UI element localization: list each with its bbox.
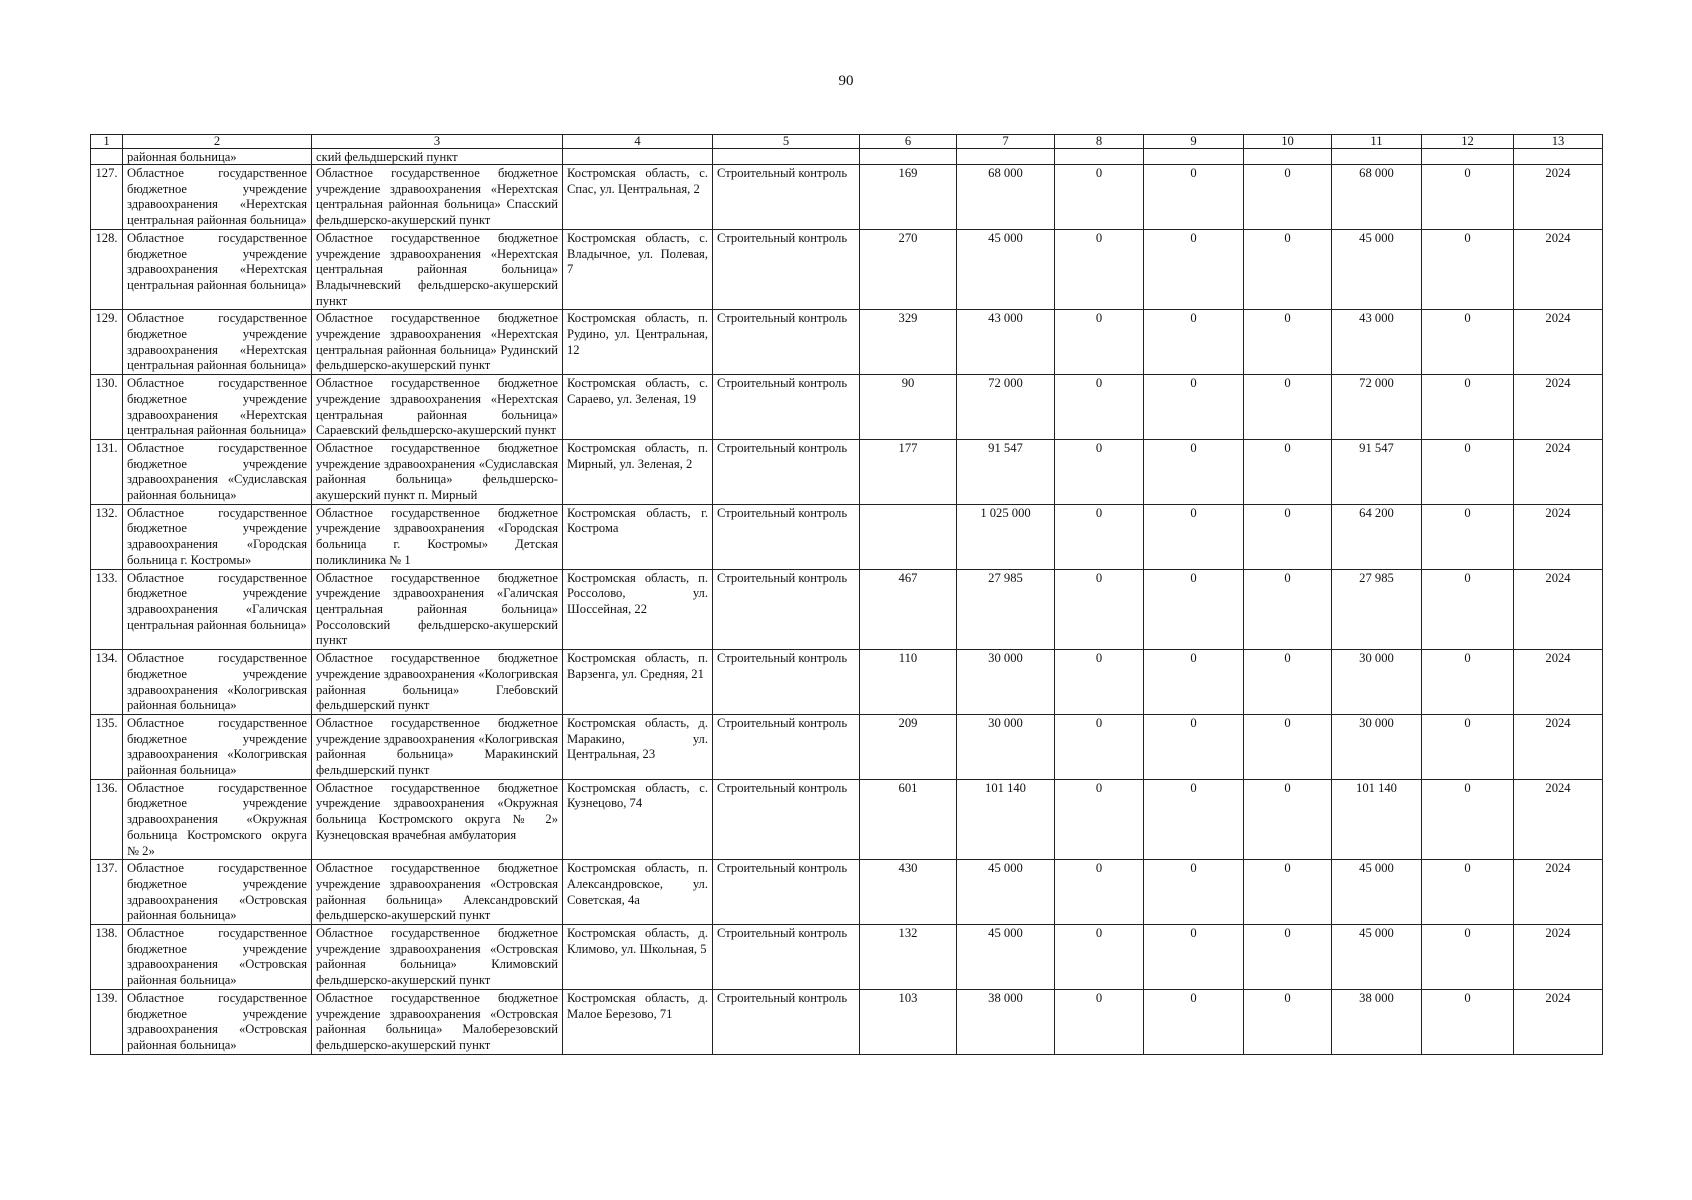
table-row <box>91 650 1603 715</box>
col-12-value: 0 <box>1422 989 1514 1054</box>
year-value: 2024 <box>1514 989 1603 1054</box>
table-cell: ский фельдшерский пункт <box>312 149 563 165</box>
table-row <box>91 569 1603 650</box>
col-9-value: 0 <box>1144 989 1244 1054</box>
col-8-value: 0 <box>1055 229 1144 310</box>
col-7-value: 30 000 <box>957 650 1055 715</box>
col-11-value: 101 140 <box>1332 779 1422 860</box>
year-value: 2024 <box>1514 310 1603 375</box>
col-9-value: 0 <box>1144 925 1244 990</box>
col-12-value: 0 <box>1422 925 1514 990</box>
col-6-value: 467 <box>860 569 957 650</box>
col-10-value: 0 <box>1244 165 1332 230</box>
col-6-value: 90 <box>860 375 957 440</box>
row-number: 129. <box>91 310 123 375</box>
facility-name: Областное государственное бюджетное учреждение здравоохранения «Нерехтская центральная районная больница» Сараевский фельдшерско-акушерский пункт <box>312 375 563 440</box>
col-9-value: 0 <box>1144 860 1244 925</box>
year-value: 2024 <box>1514 165 1603 230</box>
organization-name: Областное государственное бюджетное учреждение здравоохранения «Городская больница г. Костромы» <box>123 504 312 569</box>
col-11-value: 64 200 <box>1332 504 1422 569</box>
col-8-value: 0 <box>1055 165 1144 230</box>
col-8-value: 0 <box>1055 504 1144 569</box>
column-header: 9 <box>1144 135 1244 149</box>
column-number-row <box>91 135 1603 149</box>
column-header: 5 <box>713 135 860 149</box>
col-7-value: 27 985 <box>957 569 1055 650</box>
table-cell <box>1422 149 1514 165</box>
row-number: 132. <box>91 504 123 569</box>
col-8-value: 0 <box>1055 714 1144 779</box>
col-10-value: 0 <box>1244 229 1332 310</box>
facility-name: Областное государственное бюджетное учреждение здравоохранения «Окружная больница Костромского округа № 2» Кузнецовская врачебная амбулатория <box>312 779 563 860</box>
year-value: 2024 <box>1514 650 1603 715</box>
col-7-value: 101 140 <box>957 779 1055 860</box>
col-12-value: 0 <box>1422 439 1514 504</box>
table-row <box>91 925 1603 990</box>
col-8-value: 0 <box>1055 310 1144 375</box>
col-8-value: 0 <box>1055 439 1144 504</box>
address: Костромская область, п. Александровское, ул. Советская, 4а <box>563 860 713 925</box>
year-value: 2024 <box>1514 229 1603 310</box>
col-9-value: 0 <box>1144 650 1244 715</box>
col-11-value: 91 547 <box>1332 439 1422 504</box>
table-row <box>91 439 1603 504</box>
column-header: 2 <box>123 135 312 149</box>
organization-name: Областное государственное бюджетное учреждение здравоохранения «Островская районная больница» <box>123 860 312 925</box>
col-11-value: 30 000 <box>1332 650 1422 715</box>
col-12-value: 0 <box>1422 165 1514 230</box>
facility-name: Областное государственное бюджетное учреждение здравоохранения «Островская районная больница» Климовский фельдшерско-акушерский пункт <box>312 925 563 990</box>
table-row <box>91 779 1603 860</box>
organization-name: Областное государственное бюджетное учреждение здравоохранения «Нерехтская центральная районная больница» <box>123 375 312 440</box>
col-6-value: 270 <box>860 229 957 310</box>
col-7-value: 45 000 <box>957 860 1055 925</box>
work-type: Строительный контроль <box>713 310 860 375</box>
address: Костромская область, п. Варзенга, ул. Средняя, 21 <box>563 650 713 715</box>
table-cell <box>713 149 860 165</box>
row-number: 133. <box>91 569 123 650</box>
col-8-value: 0 <box>1055 375 1144 440</box>
facility-name: Областное государственное бюджетное учреждение здравоохранения «Кологривская районная больница» Маракинский фельдшерский пункт <box>312 714 563 779</box>
organization-name: Областное государственное бюджетное учреждение здравоохранения «Кологривская районная больница» <box>123 714 312 779</box>
row-number: 130. <box>91 375 123 440</box>
facility-name: Областное государственное бюджетное учреждение здравоохранения «Островская районная больница» Александровский фельдшерско-акушерский пункт <box>312 860 563 925</box>
col-6-value: 169 <box>860 165 957 230</box>
address: Костромская область, д. Климово, ул. Школьная, 5 <box>563 925 713 990</box>
col-6-value: 103 <box>860 989 957 1054</box>
col-10-value: 0 <box>1244 989 1332 1054</box>
work-type: Строительный контроль <box>713 860 860 925</box>
work-type: Строительный контроль <box>713 714 860 779</box>
col-6-value: 132 <box>860 925 957 990</box>
organization-name: Областное государственное бюджетное учреждение здравоохранения «Окружная больница Костромского округа № 2» <box>123 779 312 860</box>
row-number: 135. <box>91 714 123 779</box>
year-value: 2024 <box>1514 860 1603 925</box>
facility-name: Областное государственное бюджетное учреждение здравоохранения «Городская больница г. Костромы» Детская поликлиника № 1 <box>312 504 563 569</box>
table-row <box>91 714 1603 779</box>
col-10-value: 0 <box>1244 779 1332 860</box>
work-type: Строительный контроль <box>713 925 860 990</box>
organization-name: Областное государственное бюджетное учреждение здравоохранения «Галичская центральная районная больница» <box>123 569 312 650</box>
row-number: 138. <box>91 925 123 990</box>
col-10-value: 0 <box>1244 860 1332 925</box>
organization-name: Областное государственное бюджетное учреждение здравоохранения «Судиславская районная больница» <box>123 439 312 504</box>
col-10-value: 0 <box>1244 310 1332 375</box>
row-number: 131. <box>91 439 123 504</box>
col-9-value: 0 <box>1144 779 1244 860</box>
year-value: 2024 <box>1514 925 1603 990</box>
work-type: Строительный контроль <box>713 165 860 230</box>
col-11-value: 72 000 <box>1332 375 1422 440</box>
table-cell <box>91 149 123 165</box>
table-cell <box>1055 149 1144 165</box>
table-row <box>91 165 1603 230</box>
col-12-value: 0 <box>1422 779 1514 860</box>
col-6-value: 177 <box>860 439 957 504</box>
col-9-value: 0 <box>1144 375 1244 440</box>
col-12-value: 0 <box>1422 310 1514 375</box>
column-header: 1 <box>91 135 123 149</box>
col-12-value: 0 <box>1422 504 1514 569</box>
column-header: 7 <box>957 135 1055 149</box>
year-value: 2024 <box>1514 569 1603 650</box>
address: Костромская область, п. Мирный, ул. Зеленая, 2 <box>563 439 713 504</box>
col-11-value: 45 000 <box>1332 860 1422 925</box>
col-8-value: 0 <box>1055 925 1144 990</box>
col-7-value: 38 000 <box>957 989 1055 1054</box>
table-cell: районная больница» <box>123 149 312 165</box>
address: Костромская область, с. Владычное, ул. Полевая, 7 <box>563 229 713 310</box>
column-header: 13 <box>1514 135 1603 149</box>
table-cell <box>957 149 1055 165</box>
col-9-value: 0 <box>1144 504 1244 569</box>
col-11-value: 68 000 <box>1332 165 1422 230</box>
col-6-value: 430 <box>860 860 957 925</box>
table-row <box>91 375 1603 440</box>
table-row <box>91 989 1603 1054</box>
col-7-value: 30 000 <box>957 714 1055 779</box>
facility-name: Областное государственное бюджетное учреждение здравоохранения «Судиславская районная больница» фельдшерско-акушерский пункт п. Мирный <box>312 439 563 504</box>
work-type: Строительный контроль <box>713 504 860 569</box>
col-7-value: 45 000 <box>957 229 1055 310</box>
table-cell <box>1514 149 1603 165</box>
col-6-value <box>860 504 957 569</box>
organization-name: Областное государственное бюджетное учреждение здравоохранения «Нерехтская центральная районная больница» <box>123 229 312 310</box>
col-8-value: 0 <box>1055 779 1144 860</box>
year-value: 2024 <box>1514 779 1603 860</box>
facility-name: Областное государственное бюджетное учреждение здравоохранения «Нерехтская центральная районная больница» Спасский фельдшерско-акушерский пункт <box>312 165 563 230</box>
col-12-value: 0 <box>1422 714 1514 779</box>
col-8-value: 0 <box>1055 860 1144 925</box>
col-11-value: 43 000 <box>1332 310 1422 375</box>
work-type: Строительный контроль <box>713 229 860 310</box>
work-type: Строительный контроль <box>713 779 860 860</box>
row-number: 128. <box>91 229 123 310</box>
year-value: 2024 <box>1514 375 1603 440</box>
col-7-value: 91 547 <box>957 439 1055 504</box>
page-number: 90 <box>838 73 854 89</box>
address: Костромская область, д. Малое Березово, 71 <box>563 989 713 1054</box>
col-9-value: 0 <box>1144 439 1244 504</box>
col-6-value: 601 <box>860 779 957 860</box>
facility-name: Областное государственное бюджетное учреждение здравоохранения «Островская районная больница» Малоберезовский фельдшерско-акушерский пункт <box>312 989 563 1054</box>
col-10-value: 0 <box>1244 650 1332 715</box>
year-value: 2024 <box>1514 504 1603 569</box>
col-10-value: 0 <box>1244 375 1332 440</box>
address: Костромская область, с. Спас, ул. Центральная, 2 <box>563 165 713 230</box>
col-9-value: 0 <box>1144 310 1244 375</box>
table-row <box>91 229 1603 310</box>
col-7-value: 43 000 <box>957 310 1055 375</box>
address: Костромская область, д. Маракино, ул. Центральная, 23 <box>563 714 713 779</box>
row-number: 136. <box>91 779 123 860</box>
table-row <box>91 504 1603 569</box>
continuation-row <box>91 149 1603 165</box>
table-cell <box>1144 149 1244 165</box>
col-11-value: 38 000 <box>1332 989 1422 1054</box>
col-9-value: 0 <box>1144 569 1244 650</box>
col-11-value: 30 000 <box>1332 714 1422 779</box>
table-cell <box>1244 149 1332 165</box>
col-9-value: 0 <box>1144 165 1244 230</box>
table-cell <box>1332 149 1422 165</box>
col-7-value: 68 000 <box>957 165 1055 230</box>
col-12-value: 0 <box>1422 229 1514 310</box>
table-cell <box>860 149 957 165</box>
table-row <box>91 310 1603 375</box>
col-11-value: 27 985 <box>1332 569 1422 650</box>
col-8-value: 0 <box>1055 989 1144 1054</box>
column-header: 4 <box>563 135 713 149</box>
facility-name: Областное государственное бюджетное учреждение здравоохранения «Нерехтская центральная районная больница» Рудинский фельдшерско-акушерский пункт <box>312 310 563 375</box>
col-10-value: 0 <box>1244 925 1332 990</box>
work-type: Строительный контроль <box>713 439 860 504</box>
address: Костромская область, г. Кострома <box>563 504 713 569</box>
year-value: 2024 <box>1514 714 1603 779</box>
column-header: 10 <box>1244 135 1332 149</box>
budget-table <box>90 134 1603 1055</box>
address: Костромская область, с. Кузнецово, 74 <box>563 779 713 860</box>
col-6-value: 110 <box>860 650 957 715</box>
facility-name: Областное государственное бюджетное учреждение здравоохранения «Нерехтская центральная районная больница» Владычневский фельдшерско-акушерский пункт <box>312 229 563 310</box>
organization-name: Областное государственное бюджетное учреждение здравоохранения «Нерехтская центральная районная больница» <box>123 165 312 230</box>
col-11-value: 45 000 <box>1332 229 1422 310</box>
work-type: Строительный контроль <box>713 989 860 1054</box>
col-12-value: 0 <box>1422 569 1514 650</box>
year-value: 2024 <box>1514 439 1603 504</box>
col-9-value: 0 <box>1144 229 1244 310</box>
facility-name: Областное государственное бюджетное учреждение здравоохранения «Кологривская районная больница» Глебовский фельдшерский пункт <box>312 650 563 715</box>
address: Костромская область, п. Россолово, ул. Шоссейная, 22 <box>563 569 713 650</box>
col-12-value: 0 <box>1422 650 1514 715</box>
column-header: 3 <box>312 135 563 149</box>
col-7-value: 1 025 000 <box>957 504 1055 569</box>
column-header: 6 <box>860 135 957 149</box>
row-number: 137. <box>91 860 123 925</box>
col-10-value: 0 <box>1244 569 1332 650</box>
organization-name: Областное государственное бюджетное учреждение здравоохранения «Островская районная больница» <box>123 989 312 1054</box>
row-number: 127. <box>91 165 123 230</box>
col-8-value: 0 <box>1055 650 1144 715</box>
col-9-value: 0 <box>1144 714 1244 779</box>
col-10-value: 0 <box>1244 439 1332 504</box>
table-cell <box>563 149 713 165</box>
facility-name: Областное государственное бюджетное учреждение здравоохранения «Галичская центральная районная больница» Россоловский фельдшерско-акушерский пункт <box>312 569 563 650</box>
column-header: 12 <box>1422 135 1514 149</box>
work-type: Строительный контроль <box>713 569 860 650</box>
col-12-value: 0 <box>1422 860 1514 925</box>
col-12-value: 0 <box>1422 375 1514 440</box>
column-header: 8 <box>1055 135 1144 149</box>
col-10-value: 0 <box>1244 714 1332 779</box>
column-header: 11 <box>1332 135 1422 149</box>
organization-name: Областное государственное бюджетное учреждение здравоохранения «Островская районная больница» <box>123 925 312 990</box>
col-10-value: 0 <box>1244 504 1332 569</box>
col-7-value: 72 000 <box>957 375 1055 440</box>
work-type: Строительный контроль <box>713 650 860 715</box>
row-number: 139. <box>91 989 123 1054</box>
address: Костромская область, п. Рудино, ул. Центральная, 12 <box>563 310 713 375</box>
col-7-value: 45 000 <box>957 925 1055 990</box>
col-11-value: 45 000 <box>1332 925 1422 990</box>
row-number: 134. <box>91 650 123 715</box>
organization-name: Областное государственное бюджетное учреждение здравоохранения «Нерехтская центральная районная больница» <box>123 310 312 375</box>
col-8-value: 0 <box>1055 569 1144 650</box>
address: Костромская область, с. Сараево, ул. Зеленая, 19 <box>563 375 713 440</box>
table-row <box>91 860 1603 925</box>
work-type: Строительный контроль <box>713 375 860 440</box>
organization-name: Областное государственное бюджетное учреждение здравоохранения «Кологривская районная больница» <box>123 650 312 715</box>
col-6-value: 209 <box>860 714 957 779</box>
col-6-value: 329 <box>860 310 957 375</box>
